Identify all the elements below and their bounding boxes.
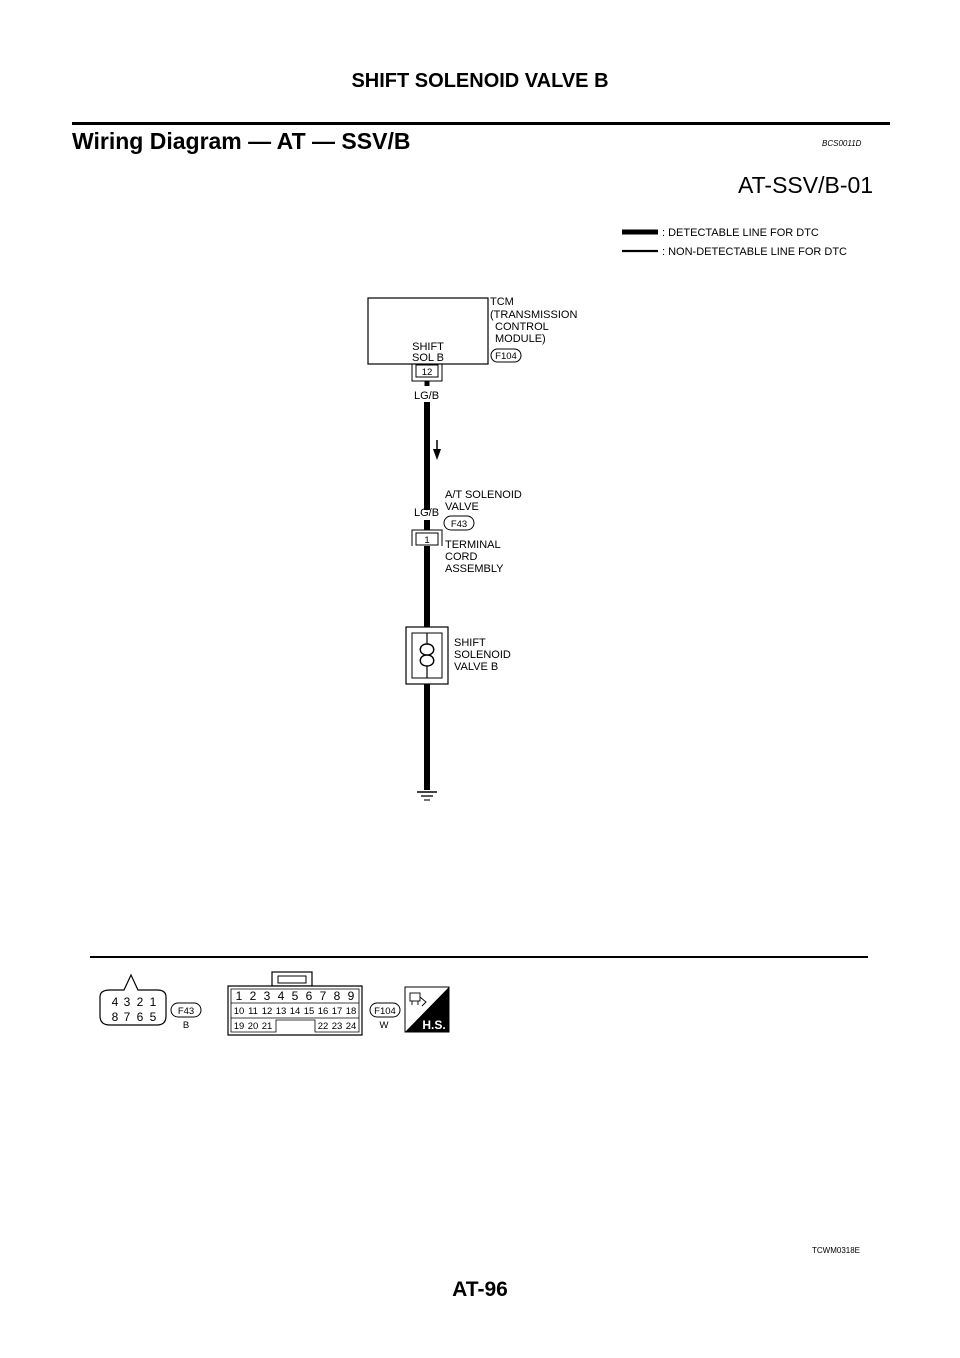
terminal-cord-label-1: TERMINAL <box>445 539 501 551</box>
f104-pin: 20 <box>247 1021 259 1032</box>
page-number: AT-96 <box>452 1278 508 1301</box>
hs-badge-text: H.S. <box>422 1018 446 1032</box>
tcm-module <box>368 296 577 381</box>
f104-pin: 8 <box>333 989 341 1003</box>
tcm-label-3: CONTROL <box>495 321 549 333</box>
tcm-label-4: MODULE) <box>495 333 546 345</box>
tcm-label-1: TCM <box>490 296 514 308</box>
connector-f43-color: B <box>182 1020 190 1031</box>
solenoid-label-3: VALVE B <box>454 661 499 673</box>
connector-f104-color: W <box>379 1020 389 1031</box>
f104-pin: 2 <box>249 989 257 1003</box>
at-solenoid-terminal-number: 1 <box>424 535 430 546</box>
f104-pin: 5 <box>291 989 299 1003</box>
current-arrow-icon <box>433 449 441 460</box>
f104-pin: 3 <box>263 989 271 1003</box>
tcm-pin-name-2: SOL B <box>412 352 444 364</box>
section-code: BCS0011D <box>822 139 862 148</box>
f104-pin: 18 <box>345 1006 357 1017</box>
f104-pin: 13 <box>275 1006 287 1017</box>
image-code: TCWM0318E <box>812 1246 861 1255</box>
f43-pin: 4 <box>111 995 119 1009</box>
connector-divider <box>90 956 868 958</box>
diagram-code: AT-SSV/B-01 <box>738 172 874 198</box>
terminal-cord-label-2: CORD <box>445 551 478 563</box>
f104-pin: 17 <box>331 1006 343 1017</box>
f104-pin: 23 <box>331 1021 343 1032</box>
f104-pin: 14 <box>289 1006 301 1017</box>
f43-pin: 3 <box>123 995 131 1009</box>
f104-pin: 6 <box>305 989 313 1003</box>
section-title: Wiring Diagram — AT — SSV/B <box>72 128 411 154</box>
f104-pin: 12 <box>261 1006 273 1017</box>
solenoid-label-2: SOLENOID <box>454 649 511 661</box>
f104-pin: 24 <box>345 1021 357 1032</box>
f104-pin: 4 <box>277 989 285 1003</box>
tcm-label-2: (TRANSMISSION <box>490 309 578 321</box>
f43-pin: 5 <box>149 1010 157 1024</box>
connector-f43-id: F43 <box>177 1006 195 1017</box>
f104-pin: 19 <box>233 1021 245 1032</box>
tcm-connector-id: F104 <box>495 351 517 362</box>
page-header: SHIFT SOLENOID VALVE B <box>351 70 609 92</box>
connector-f43-face <box>100 975 201 1031</box>
legend-non-detectable-text: : NON-DETECTABLE LINE FOR DTC <box>662 246 847 258</box>
f43-pin: 6 <box>136 1010 144 1024</box>
f104-pin: 10 <box>233 1006 245 1017</box>
f43-pin: 8 <box>111 1010 119 1024</box>
connector-f104-id: F104 <box>374 1006 396 1017</box>
at-solenoid-label-2: VALVE <box>445 501 479 513</box>
f104-pin: 11 <box>248 1006 258 1017</box>
wire-color-top: LG/B <box>414 390 440 402</box>
f104-pin: 21 <box>261 1021 273 1032</box>
harness-side-badge <box>405 987 449 1032</box>
f104-pin: 22 <box>317 1021 329 1032</box>
tcm-pin-name-1: SHIFT <box>412 341 444 353</box>
f104-pin: 1 <box>235 989 243 1003</box>
solenoid-label-1: SHIFT <box>454 637 486 649</box>
legend-detectable-text: : DETECTABLE LINE FOR DTC <box>662 227 819 239</box>
at-solenoid-label-1: A/T SOLENOID <box>445 489 522 501</box>
legend <box>622 227 847 258</box>
at-solenoid-connector-id: F43 <box>450 519 468 530</box>
ground-icon <box>417 792 437 800</box>
wire-color-bottom: LG/B <box>414 507 440 519</box>
shift-solenoid-b <box>406 627 511 684</box>
f104-pin: 7 <box>319 989 327 1003</box>
terminal-cord-label-3: ASSEMBLY <box>445 563 504 575</box>
tcm-terminal-number: 12 <box>421 367 433 378</box>
connector-f104-face <box>228 972 400 1035</box>
f104-pin: 15 <box>303 1006 315 1017</box>
f43-pin: 7 <box>123 1010 131 1024</box>
f43-pin: 1 <box>149 995 157 1009</box>
f43-pin: 2 <box>136 995 144 1009</box>
f104-pin: 16 <box>317 1006 329 1017</box>
f104-pin: 9 <box>347 989 355 1003</box>
